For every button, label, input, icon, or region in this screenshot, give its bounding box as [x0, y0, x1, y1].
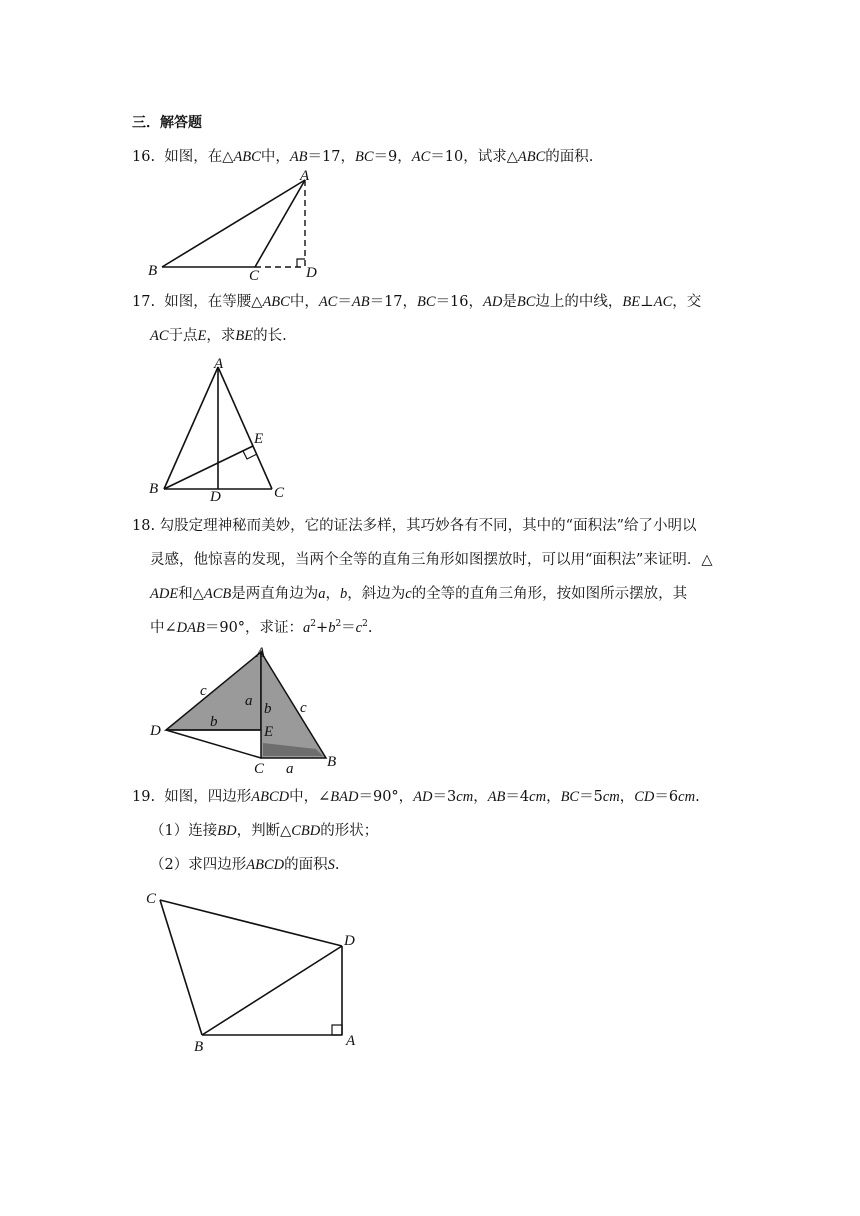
label-a: A	[256, 645, 266, 661]
label-d: D	[150, 723, 161, 739]
q18-text: ，	[325, 586, 340, 602]
q17-text: 的长.	[253, 328, 287, 344]
q19-text: 的形状；	[320, 823, 379, 839]
q17-text: 边上的中线，	[535, 294, 623, 310]
question-16-text	[132, 147, 593, 167]
label-e: E	[264, 724, 274, 740]
q18-text: 勾股定理神秘而美妙，它的证法多样，其巧妙各有不同，其中的“面积法”给了小明以	[159, 518, 697, 534]
q18-text: +	[316, 620, 329, 636]
q16-text: ABC	[517, 149, 546, 165]
q19-text: 中，∠	[289, 789, 331, 805]
q18-text: ADE	[150, 586, 179, 602]
q18-text: ACB	[203, 586, 232, 602]
q19-text: ＝3	[432, 789, 457, 805]
q18-text: 2	[310, 619, 317, 630]
question-18-line4	[150, 618, 372, 638]
q18-text: ＝90°，求证：	[204, 620, 304, 636]
q17-text: 如图，在等腰△	[164, 294, 263, 310]
q19-text: ＝6	[654, 789, 679, 805]
right-angle-mark	[332, 1025, 342, 1035]
q19-text: ＝5	[579, 789, 603, 805]
q18-text: b	[328, 620, 336, 636]
q18-text: c	[355, 620, 363, 636]
label-c: C	[146, 891, 157, 907]
question-18-line2	[150, 550, 712, 570]
q17-text: AC	[653, 294, 673, 310]
label-a-side1: a	[245, 693, 253, 709]
q17-text: BC	[516, 294, 536, 310]
q18-text: 2	[335, 619, 342, 630]
question-17-line2	[150, 326, 287, 346]
q18-text: DAB	[176, 620, 205, 636]
label-c: C	[249, 268, 260, 284]
q17-text: ⊥	[640, 294, 654, 310]
q19-text: ，	[619, 789, 635, 805]
label-d: D	[210, 489, 221, 505]
q18-text: .	[367, 620, 373, 636]
q19-text: ＝90°，	[358, 789, 414, 805]
figure-18	[148, 645, 348, 775]
q18-text: 灵感，他惊喜的发现，当两个全等的直角三角形如图摆放时，可以用“面积法”来证明．△	[150, 552, 713, 568]
q17-text: 于点	[168, 328, 198, 344]
question-17-number: 17.	[132, 294, 156, 310]
q17-text: BE	[235, 328, 254, 344]
segment-be	[164, 446, 253, 489]
q17-text: E	[197, 328, 207, 344]
label-c: C	[274, 485, 285, 501]
question-18-number: 18.	[132, 518, 156, 534]
question-18-line3	[150, 584, 687, 604]
label-b: B	[149, 481, 159, 497]
q19-text: ABCD	[251, 789, 290, 805]
q16-text: ＝17，	[307, 149, 355, 165]
label-c-hyp1: c	[200, 683, 207, 699]
right-angle-mark	[297, 259, 305, 267]
q19-text: ＝4	[505, 789, 530, 805]
segment-ab	[164, 367, 218, 489]
q18-text: c	[405, 586, 412, 602]
q19-text: BC	[560, 789, 580, 805]
segment-bd	[202, 946, 342, 1035]
section-heading: 三．解答题	[132, 115, 202, 131]
q17-text: AC	[318, 294, 338, 310]
label-b: B	[194, 1039, 204, 1055]
q19-text: CBD	[291, 823, 321, 839]
label-c-hyp2: c	[300, 700, 307, 716]
label-c: C	[254, 761, 265, 777]
question-18-line1	[132, 516, 697, 536]
q19-text: BAD	[330, 789, 359, 805]
label-b-side1: b	[210, 714, 218, 730]
q17-text: BE	[622, 294, 641, 310]
q19-text: cm	[529, 789, 547, 805]
q19-text: （1）连接	[150, 823, 218, 839]
q16-text: ABC	[233, 149, 261, 165]
q19-text: AD	[413, 789, 433, 805]
q19-text: 的面积	[284, 857, 328, 873]
q18-text: ＝	[341, 620, 356, 636]
q16-text: ＝10，试求△	[430, 149, 518, 165]
q18-text: 和△	[178, 586, 204, 602]
q18-text: 中∠	[150, 620, 177, 636]
q19-text: cm	[456, 789, 474, 805]
q16-text: BC	[355, 149, 374, 165]
q17-text: AB	[351, 294, 370, 310]
q19-text: BD	[217, 823, 237, 839]
q19-text: ，	[546, 789, 561, 805]
q16-text: AB	[289, 149, 308, 165]
q19-text: （2）求四边形	[150, 857, 247, 873]
q19-text: 如图，四边形	[164, 789, 252, 805]
label-d: D	[344, 933, 355, 949]
q19-text: .	[334, 857, 340, 873]
q16-text: AC	[411, 149, 431, 165]
label-b: B	[148, 263, 158, 279]
segment-cd	[160, 900, 342, 946]
q18-text: a	[303, 620, 311, 636]
q19-text: AB	[487, 789, 506, 805]
q17-text: BC	[417, 294, 436, 310]
q17-text: ＝	[337, 294, 352, 310]
label-b-side2: b	[264, 701, 272, 717]
question-19-sub2	[150, 855, 339, 875]
q17-text: ，求	[206, 328, 236, 344]
q18-text: ，斜边为	[347, 586, 406, 602]
question-17-line1	[132, 292, 701, 312]
q18-text: 是两直角边为	[231, 586, 319, 602]
q17-text: AC	[150, 328, 169, 344]
q18-text: 2	[362, 619, 368, 630]
figure-17	[140, 355, 310, 505]
label-d: D	[306, 265, 317, 281]
label-a: A	[346, 1033, 356, 1049]
q17-text: 中，	[289, 294, 319, 310]
q16-text: 中，	[260, 149, 290, 165]
q17-text: ＝17，	[369, 294, 418, 310]
q18-text: a	[318, 586, 326, 602]
figure-16	[140, 165, 340, 285]
segment-dc	[166, 730, 261, 758]
segment-cb	[160, 900, 202, 1035]
question-19-sub1	[150, 821, 378, 841]
q16-text: 的面积.	[545, 149, 594, 165]
q18-text: 的全等的直角三角形，按如图所示摆放，其	[411, 586, 688, 602]
q19-text: .	[695, 789, 700, 805]
q19-text: ，判断△	[236, 823, 292, 839]
q19-text: cm	[678, 789, 696, 805]
figure-19	[140, 885, 380, 1060]
label-b: B	[327, 754, 337, 770]
q17-text: AD	[483, 294, 503, 310]
segment-ac	[255, 180, 305, 267]
q17-text: ，交	[672, 294, 702, 310]
segment-ac	[218, 367, 272, 489]
label-e: E	[254, 431, 264, 447]
q17-text: ABC	[262, 294, 290, 310]
q19-text: ABCD	[246, 857, 285, 873]
label-a-side2: a	[286, 761, 294, 777]
question-19-number: 19.	[132, 789, 156, 805]
label-a: A	[300, 168, 310, 184]
label-a: A	[214, 356, 224, 372]
q19-text: cm	[602, 789, 620, 805]
question-19-line1	[132, 787, 700, 807]
q17-text: ＝16，	[435, 294, 484, 310]
q19-text: CD	[634, 789, 655, 805]
segment-ab	[162, 180, 305, 267]
q16-text: 如图，在△	[164, 149, 234, 165]
q17-text: 是	[502, 294, 517, 310]
question-16-number: 16.	[132, 149, 156, 165]
q18-text: b	[339, 586, 348, 602]
q19-text: S	[327, 857, 335, 873]
q19-text: ，	[473, 789, 488, 805]
q16-text: ＝9，	[373, 149, 412, 165]
